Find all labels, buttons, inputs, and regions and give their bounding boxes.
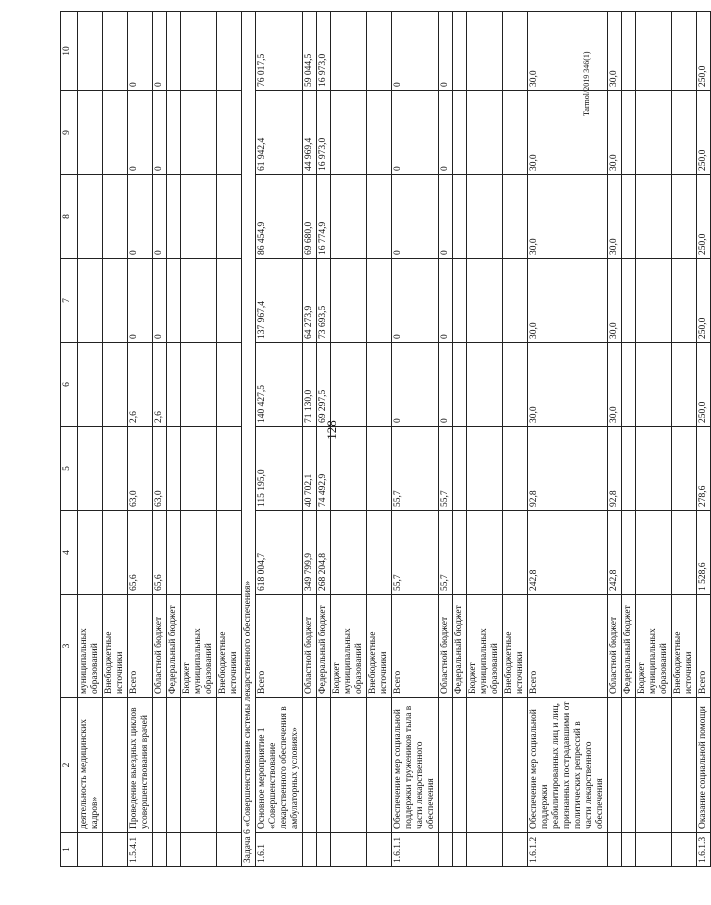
task-title: Задача 6 «Совершенствование системы лекарственного обеспечения»: [242, 12, 256, 867]
value-cell: [636, 175, 672, 259]
value-cell: [453, 91, 467, 175]
value-cell: 278,6: [697, 427, 711, 511]
value-cell: 30,0: [528, 91, 608, 175]
row-code: [608, 833, 622, 867]
activity-name: Проведение выездных циклов усовершенствования врачей: [128, 698, 153, 833]
table-row: [622, 12, 636, 867]
row-code: [153, 833, 167, 867]
value-cell: [672, 12, 697, 91]
value-cell: 30,0: [608, 175, 622, 259]
value-cell: 69 297,5: [317, 343, 331, 427]
activity-name: Обеспечение мер социальной поддержки тружеников тыла в части лекарственного обеспечения: [392, 698, 439, 833]
funding-source: Областной бюджет: [439, 595, 453, 698]
column-header: 10: [61, 12, 78, 91]
value-cell: [331, 427, 367, 511]
row-code: 1.6.1.3: [697, 833, 711, 867]
value-cell: [217, 427, 242, 511]
value-cell: 64 273,9: [303, 259, 317, 343]
value-cell: 44 969,4: [303, 91, 317, 175]
value-cell: [622, 343, 636, 427]
value-cell: [467, 259, 503, 343]
table-row: [317, 12, 331, 867]
value-cell: [503, 175, 528, 259]
value-cell: [331, 343, 367, 427]
value-cell: [103, 427, 128, 511]
activity-name: [453, 698, 467, 833]
value-cell: [672, 511, 697, 595]
row-code: [453, 833, 467, 867]
value-cell: 55,7: [392, 511, 439, 595]
table-row: [103, 12, 128, 867]
value-cell: 86 454,9: [256, 175, 303, 259]
value-cell: [467, 175, 503, 259]
table-row: [672, 12, 697, 867]
column-header: 9: [61, 91, 78, 175]
value-cell: [453, 175, 467, 259]
value-cell: 0: [392, 343, 439, 427]
activity-name: [317, 698, 331, 833]
value-cell: 2,6: [153, 343, 167, 427]
value-cell: [672, 91, 697, 175]
value-cell: 0: [439, 12, 453, 91]
table-row: [153, 12, 167, 867]
funding-source: Областной бюджет: [608, 595, 622, 698]
value-cell: 0: [153, 259, 167, 343]
value-cell: 30,0: [608, 91, 622, 175]
value-cell: 268 204,8: [317, 511, 331, 595]
funding-source: Всего: [256, 595, 303, 698]
value-cell: [331, 259, 367, 343]
activity-name: [503, 698, 528, 833]
value-cell: [467, 12, 503, 91]
value-cell: [167, 511, 181, 595]
value-cell: 69 680,0: [303, 175, 317, 259]
value-cell: [78, 343, 103, 427]
value-cell: 1 528,6: [697, 511, 711, 595]
value-cell: [78, 427, 103, 511]
value-cell: 0: [128, 91, 153, 175]
funding-source: Бюджет муниципальных образований: [331, 595, 367, 698]
value-cell: [672, 259, 697, 343]
value-cell: 0: [128, 12, 153, 91]
row-code: 1.6.1.2: [528, 833, 608, 867]
value-cell: 0: [439, 343, 453, 427]
column-header-row: [61, 12, 78, 867]
table-row: [256, 12, 303, 867]
budget-table: [60, 11, 711, 867]
value-cell: [367, 259, 392, 343]
value-cell: [503, 343, 528, 427]
table-row: [697, 12, 711, 867]
value-cell: [453, 511, 467, 595]
value-cell: 137 967,4: [256, 259, 303, 343]
value-cell: [331, 91, 367, 175]
row-code: [317, 833, 331, 867]
row-code: [103, 833, 128, 867]
activity-name: Обеспечение мер социальной поддержки реабилитированных лиц и лиц, признанных пострадавшими от политических репрессий в части лекарственного обеспечения: [528, 698, 608, 833]
value-cell: [103, 511, 128, 595]
activity-name: [672, 698, 697, 833]
value-cell: [167, 427, 181, 511]
value-cell: [636, 343, 672, 427]
value-cell: [622, 91, 636, 175]
value-cell: [167, 175, 181, 259]
funding-source: Внебюджетные источники: [672, 595, 697, 698]
table-row: [392, 12, 439, 867]
value-cell: [181, 343, 217, 427]
value-cell: [331, 511, 367, 595]
value-cell: [467, 91, 503, 175]
funding-source: Федеральный бюджет: [622, 595, 636, 698]
value-cell: 55,7: [392, 427, 439, 511]
value-cell: [503, 91, 528, 175]
table-row: [181, 12, 217, 867]
activity-name: [331, 698, 367, 833]
value-cell: 30,0: [528, 175, 608, 259]
table-row: [453, 12, 467, 867]
row-code: [503, 833, 528, 867]
value-cell: [453, 259, 467, 343]
row-code: [467, 833, 503, 867]
funding-source: Федеральный бюджет: [317, 595, 331, 698]
funding-source: Всего: [128, 595, 153, 698]
value-cell: [217, 12, 242, 91]
value-cell: 0: [392, 12, 439, 91]
value-cell: [167, 12, 181, 91]
row-code: [439, 833, 453, 867]
value-cell: 0: [392, 175, 439, 259]
value-cell: 92,8: [608, 427, 622, 511]
activity-name: [103, 698, 128, 833]
value-cell: [103, 175, 128, 259]
funding-source: Внебюджетные источники: [367, 595, 392, 698]
value-cell: [78, 511, 103, 595]
value-cell: [78, 12, 103, 91]
activity-name: [217, 698, 242, 833]
value-cell: 140 427,5: [256, 343, 303, 427]
value-cell: [367, 511, 392, 595]
value-cell: 250,0: [697, 343, 711, 427]
activity-name: [367, 698, 392, 833]
row-code: [672, 833, 697, 867]
value-cell: 76 017,5: [256, 12, 303, 91]
value-cell: [78, 91, 103, 175]
value-cell: 16 973,0: [317, 12, 331, 91]
table-row: [167, 12, 181, 867]
value-cell: [181, 91, 217, 175]
column-header: 8: [61, 175, 78, 259]
value-cell: 0: [153, 175, 167, 259]
value-cell: [367, 91, 392, 175]
value-cell: 65,6: [153, 511, 167, 595]
value-cell: 55,7: [439, 427, 453, 511]
value-cell: 618 004,7: [256, 511, 303, 595]
value-cell: [622, 259, 636, 343]
funding-source: Федеральный бюджет: [453, 595, 467, 698]
activity-name: [636, 698, 672, 833]
value-cell: [217, 91, 242, 175]
value-cell: [167, 259, 181, 343]
value-cell: [467, 511, 503, 595]
value-cell: 55,7: [439, 511, 453, 595]
value-cell: [672, 427, 697, 511]
value-cell: [103, 91, 128, 175]
task-row: [242, 12, 256, 867]
table-row: [467, 12, 503, 867]
column-header: 3: [61, 595, 78, 698]
value-cell: [453, 12, 467, 91]
value-cell: 30,0: [608, 343, 622, 427]
table-row: [636, 12, 672, 867]
value-cell: 16 774,9: [317, 175, 331, 259]
value-cell: [331, 175, 367, 259]
funding-source: Областной бюджет: [153, 595, 167, 698]
activity-name: [153, 698, 167, 833]
value-cell: [367, 343, 392, 427]
activity-name: деятельность медицинских кадров»: [78, 698, 103, 833]
value-cell: [367, 12, 392, 91]
value-cell: 250,0: [697, 175, 711, 259]
page-number: 128: [324, 420, 339, 440]
value-cell: [217, 259, 242, 343]
activity-name: Основное мероприятие 1 «Совершенствование лекарственного обеспечения в амбулаторных условиях»: [256, 698, 303, 833]
row-code: [217, 833, 242, 867]
value-cell: [672, 343, 697, 427]
value-cell: [181, 259, 217, 343]
value-cell: [217, 175, 242, 259]
value-cell: 30,0: [528, 12, 608, 91]
value-cell: 0: [128, 175, 153, 259]
value-cell: [622, 511, 636, 595]
table-row: [303, 12, 317, 867]
value-cell: [217, 343, 242, 427]
value-cell: [103, 259, 128, 343]
value-cell: 73 693,5: [317, 259, 331, 343]
column-header: 6: [61, 343, 78, 427]
column-header: 1: [61, 833, 78, 867]
value-cell: 0: [439, 91, 453, 175]
value-cell: 242,8: [608, 511, 622, 595]
value-cell: [181, 511, 217, 595]
value-cell: [636, 427, 672, 511]
activity-name: [608, 698, 622, 833]
funding-source: Бюджет муниципальных образований: [636, 595, 672, 698]
funding-source: муниципальных образований: [78, 595, 103, 698]
value-cell: [503, 259, 528, 343]
value-cell: 71 130,0: [303, 343, 317, 427]
value-cell: [636, 12, 672, 91]
value-cell: [503, 511, 528, 595]
value-cell: 63,0: [128, 427, 153, 511]
value-cell: [167, 91, 181, 175]
row-code: [331, 833, 367, 867]
value-cell: [181, 12, 217, 91]
funding-source: Федеральный бюджет: [167, 595, 181, 698]
funding-source: Внебюджетные источники: [103, 595, 128, 698]
column-header: 7: [61, 259, 78, 343]
value-cell: [636, 91, 672, 175]
value-cell: 242,8: [528, 511, 608, 595]
activity-name: [439, 698, 453, 833]
value-cell: 92,8: [528, 427, 608, 511]
funding-source: Бюджет муниципальных образований: [467, 595, 503, 698]
table-row: [608, 12, 622, 867]
funding-source: Бюджет муниципальных образований: [181, 595, 217, 698]
column-header: 4: [61, 511, 78, 595]
funding-source: Областной бюджет: [303, 595, 317, 698]
funding-source: Внебюджетные источники: [503, 595, 528, 698]
document-footer: Tarmol/2019 346(1): [582, 51, 591, 116]
funding-source: Всего: [392, 595, 439, 698]
value-cell: 30,0: [608, 12, 622, 91]
activity-name: [303, 698, 317, 833]
row-code: 1.6.1.1: [392, 833, 439, 867]
row-code: 1.5.4.1: [128, 833, 153, 867]
value-cell: [103, 12, 128, 91]
table-row: [367, 12, 392, 867]
value-cell: [467, 343, 503, 427]
value-cell: 250,0: [697, 259, 711, 343]
value-cell: [453, 343, 467, 427]
value-cell: [622, 12, 636, 91]
value-cell: [181, 427, 217, 511]
value-cell: 0: [128, 259, 153, 343]
row-code: [367, 833, 392, 867]
value-cell: 0: [439, 259, 453, 343]
row-code: [622, 833, 636, 867]
value-cell: [217, 511, 242, 595]
value-cell: [467, 427, 503, 511]
value-cell: [331, 12, 367, 91]
table-row: [78, 12, 103, 867]
funding-source: Всего: [528, 595, 608, 698]
value-cell: 74 492,9: [317, 427, 331, 511]
value-cell: 250,0: [697, 12, 711, 91]
value-cell: 30,0: [528, 343, 608, 427]
value-cell: [78, 259, 103, 343]
row-code: [167, 833, 181, 867]
row-code: [78, 833, 103, 867]
value-cell: 59 044,5: [303, 12, 317, 91]
value-cell: [622, 427, 636, 511]
row-code: [636, 833, 672, 867]
table-row: [503, 12, 528, 867]
value-cell: [181, 175, 217, 259]
value-cell: 250,0: [697, 91, 711, 175]
value-cell: [503, 12, 528, 91]
value-cell: [367, 175, 392, 259]
funding-source: Внебюджетные источники: [217, 595, 242, 698]
value-cell: 40 702,1: [303, 427, 317, 511]
table-body: [78, 12, 711, 867]
funding-source: Всего: [697, 595, 711, 698]
table-row: [217, 12, 242, 867]
column-header: 2: [61, 698, 78, 833]
row-code: [181, 833, 217, 867]
value-cell: [636, 511, 672, 595]
activity-name: Оказание социальной помощи: [697, 698, 711, 833]
value-cell: 2,6: [128, 343, 153, 427]
value-cell: 61 942,4: [256, 91, 303, 175]
table-row: [331, 12, 367, 867]
value-cell: 0: [439, 175, 453, 259]
column-header: 5: [61, 427, 78, 511]
value-cell: 30,0: [608, 259, 622, 343]
value-cell: 349 799,9: [303, 511, 317, 595]
value-cell: [78, 175, 103, 259]
value-cell: [503, 427, 528, 511]
value-cell: [167, 343, 181, 427]
table-row: [439, 12, 453, 867]
value-cell: 30,0: [528, 259, 608, 343]
value-cell: 63,0: [153, 427, 167, 511]
value-cell: [672, 175, 697, 259]
value-cell: 65,6: [128, 511, 153, 595]
value-cell: 16 973,0: [317, 91, 331, 175]
activity-name: [467, 698, 503, 833]
value-cell: [453, 427, 467, 511]
activity-name: [622, 698, 636, 833]
value-cell: 115 195,0: [256, 427, 303, 511]
value-cell: 0: [392, 259, 439, 343]
value-cell: 0: [153, 91, 167, 175]
value-cell: [636, 259, 672, 343]
row-code: 1.6.1: [256, 833, 303, 867]
table-row: [128, 12, 153, 867]
value-cell: [103, 343, 128, 427]
activity-name: [167, 698, 181, 833]
row-code: [303, 833, 317, 867]
activity-name: [181, 698, 217, 833]
value-cell: [622, 175, 636, 259]
value-cell: [367, 427, 392, 511]
value-cell: 0: [153, 12, 167, 91]
value-cell: 0: [392, 91, 439, 175]
table-row: [528, 12, 608, 867]
